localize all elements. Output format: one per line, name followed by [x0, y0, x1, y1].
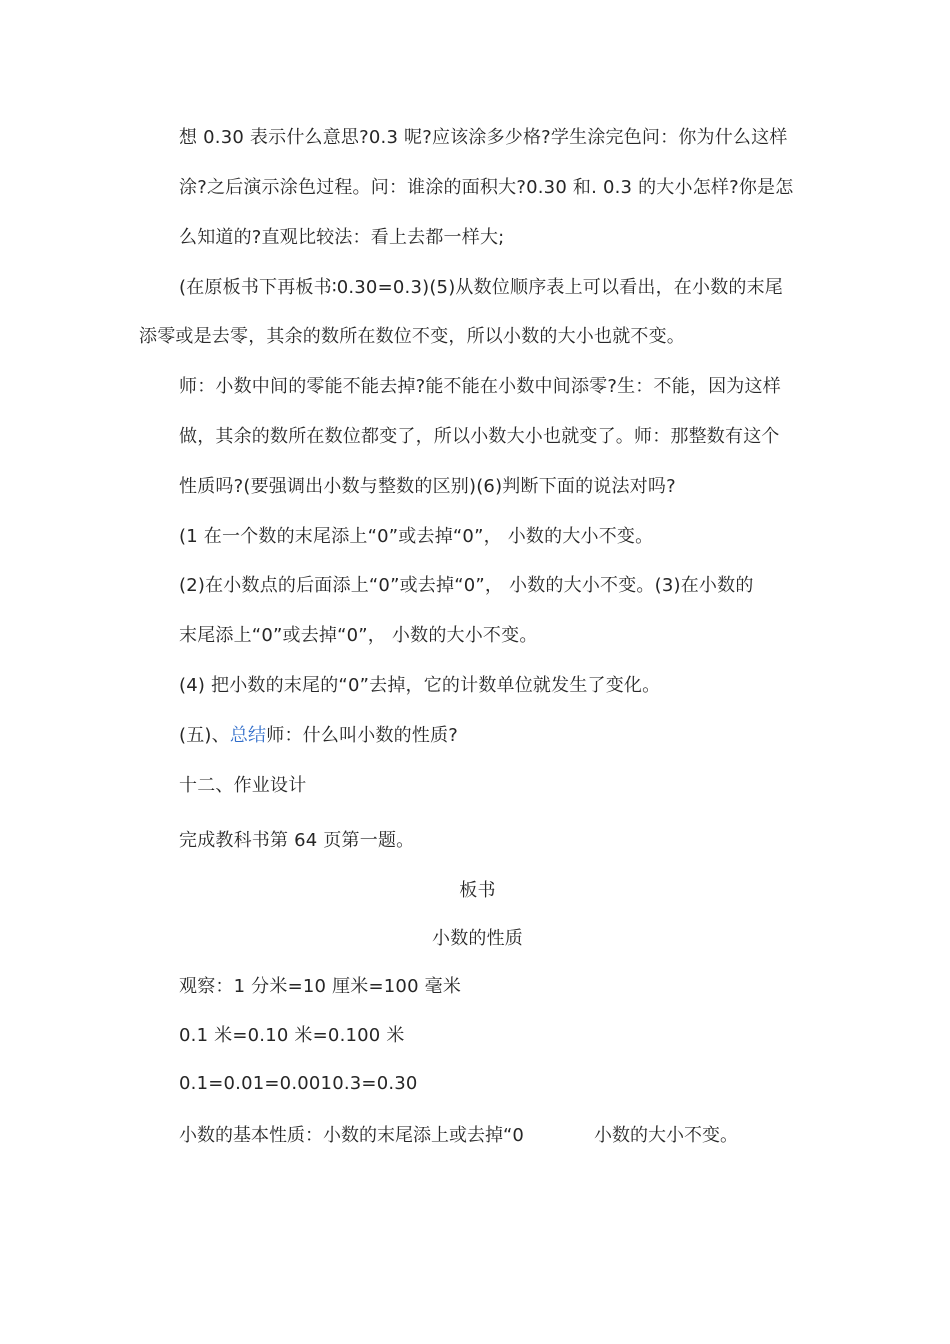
- paragraph-line: 做，其余的数所在数位都变了，所以小数大小也就变了。师：那整数有这个: [179, 426, 780, 447]
- board-line: 观察：1 分米=10 厘米=100 毫米: [179, 976, 462, 997]
- summary-link[interactable]: 总结: [229, 725, 267, 746]
- paragraph-line: 么知道的?直观比较法：看上去都一样大;: [179, 227, 505, 248]
- question-item: (2)在小数点的后面添上“0”或去掉“0”， 小数的大小不变。(3)在小数的: [179, 575, 754, 596]
- summary-prefix: (五)、: [179, 725, 230, 746]
- board-subtitle: 小数的性质: [432, 928, 523, 949]
- paragraph-line: 性质吗?(要强调出小数与整数的区别)(6)判断下面的说法对吗?: [179, 476, 676, 497]
- paragraph-line: 师：小数中间的零能不能去掉?能不能在小数中间添零?生：不能，因为这样: [179, 376, 781, 397]
- board-property-text: 小数的基本性质：小数的末尾添上或去掉“0: [179, 1125, 524, 1146]
- board-line: 0.1=0.01=0.0010.3=0.30: [179, 1073, 418, 1094]
- board-title: 板书: [459, 880, 496, 901]
- board-property-conclusion: 小数的大小不变。: [594, 1125, 738, 1146]
- paragraph-line: 想 0.30 表示什么意思?0.3 呢?应该涂多少格?学生涂完色问：你为什么这样: [179, 127, 788, 148]
- homework-heading: 十二、作业设计: [179, 775, 307, 796]
- paragraph-line: (在原板书下再板书∶0.30=0.3)(5)从数位顺序表上可以看出，在小数的末尾: [179, 277, 784, 298]
- board-property-line: [179, 1124, 779, 1146]
- question-item: (1 在一个数的末尾添上“0”或去掉“0”， 小数的大小不变。: [179, 526, 654, 547]
- paragraph-line: 涂?之后演示涂色过程。问：谁涂的面积大?0.30 和. 0.3 的大小怎样?你是怎: [179, 177, 794, 198]
- homework-text: 完成教科书第 64 页第一题。: [179, 830, 415, 851]
- board-line: 0.1 米=0.10 米=0.100 米: [179, 1025, 405, 1046]
- question-item: 末尾添上“0”或去掉“0”， 小数的大小不变。: [179, 625, 538, 646]
- summary-line: [179, 724, 458, 748]
- summary-suffix: 师：什么叫小数的性质?: [266, 725, 459, 746]
- question-item: (4) 把小数的末尾的“0”去掉，它的计数单位就发生了变化。: [179, 675, 661, 696]
- paragraph-line: 添零或是去零，其余的数所在数位不变，所以小数的大小也就不变。: [139, 326, 685, 347]
